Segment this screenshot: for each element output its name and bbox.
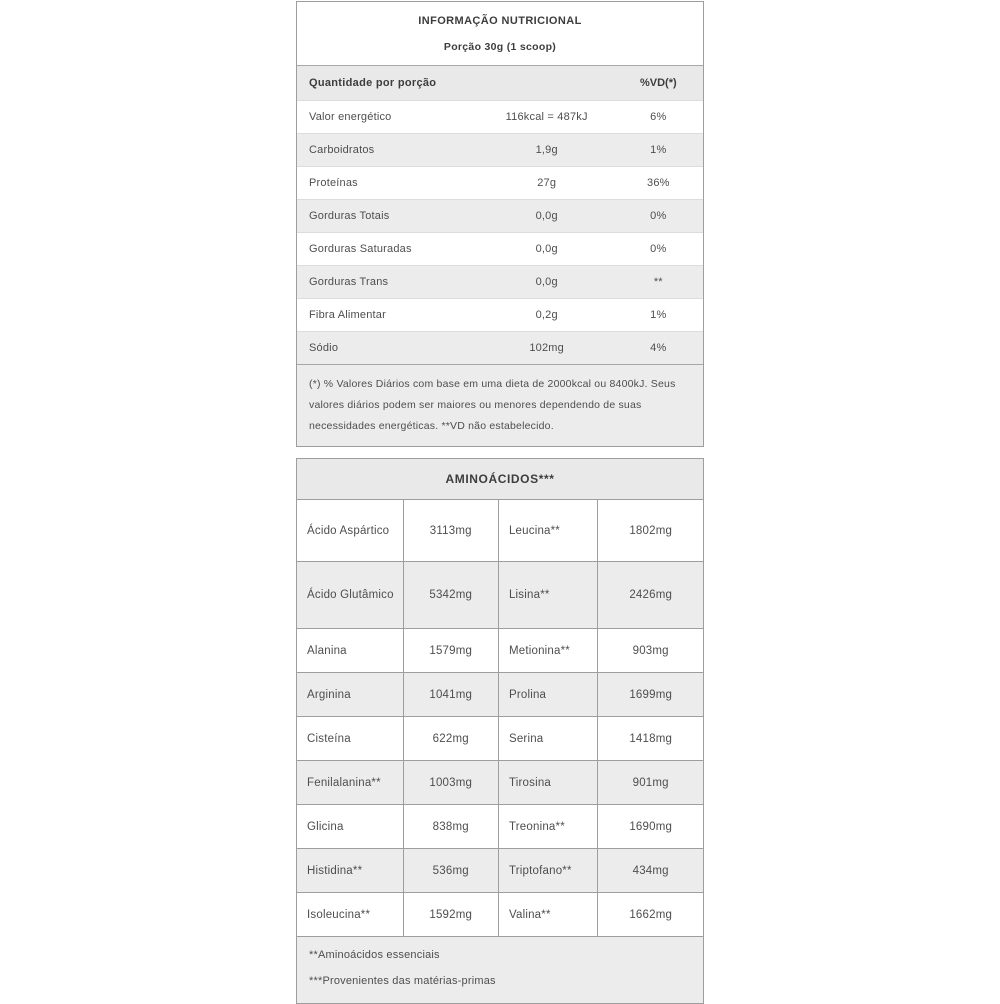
amino-name: Serina: [498, 717, 597, 760]
amino-value: 1802mg: [597, 500, 703, 561]
amino-name: Alanina: [307, 644, 347, 657]
amino-value: 1041mg: [403, 673, 498, 716]
nutrient-label: Fibra Alimentar: [309, 309, 386, 321]
amino-row: [297, 848, 703, 892]
amino-name: Metionina**: [498, 629, 597, 672]
nutrient-dv: 1%: [650, 144, 667, 156]
amino-row: [297, 561, 703, 628]
nutrition-row-sodium: [297, 331, 703, 364]
amino-row: [297, 672, 703, 716]
raw-material-footnote: ***Provenientes das matérias-primas: [309, 975, 496, 987]
amino-row: [297, 716, 703, 760]
nutrient-label: Carboidratos: [309, 144, 375, 156]
amino-value: 838mg: [403, 805, 498, 848]
nutrition-title-block: [297, 2, 703, 65]
nutrition-label-sheet: [296, 1, 704, 1004]
amino-value: 1579mg: [403, 629, 498, 672]
nutrition-row-protein: [297, 166, 703, 199]
amino-name: Fenilalanina**: [307, 776, 381, 789]
amino-row: [297, 628, 703, 672]
amino-acids-title: AMINOÁCIDOS***: [297, 459, 703, 499]
nutrient-dv: 6%: [650, 111, 667, 123]
amino-value: 622mg: [403, 717, 498, 760]
daily-value-header: %VD(*): [640, 77, 677, 89]
nutrient-dv: 36%: [647, 177, 670, 189]
nutrient-label: Gorduras Totais: [309, 210, 390, 222]
nutrient-dv: 4%: [650, 342, 667, 354]
amino-name: Arginina: [307, 688, 351, 701]
amino-name: Cisteína: [307, 732, 351, 745]
amino-name: Histidina**: [307, 864, 363, 877]
nutrient-dv: 0%: [650, 210, 667, 222]
quantity-per-serving-header: Quantidade por porção: [309, 77, 437, 89]
amino-name: Treonina**: [498, 805, 597, 848]
nutrition-row-carbs: [297, 133, 703, 166]
amino-value: 536mg: [403, 849, 498, 892]
amino-name: Glicina: [307, 820, 344, 833]
amino-value: 1662mg: [597, 893, 703, 936]
nutrient-label: Valor energético: [309, 111, 392, 123]
amino-value: 1690mg: [597, 805, 703, 848]
amino-name: Ácido Aspártico: [307, 524, 390, 537]
nutrition-title: INFORMAÇÃO NUTRICIONAL: [418, 15, 582, 27]
daily-values-footnote: (*) % Valores Diários com base em uma dieta de 2000kcal ou 8400kJ. Seus valores diários podem ser maiores ou menores dependendo de suas necessidades energéticas. **VD não estabelecido.: [297, 364, 703, 446]
amino-acids-panel: [296, 458, 704, 1004]
nutrient-amount: 0,0g: [535, 210, 558, 222]
nutrient-label: Proteínas: [309, 177, 358, 189]
nutrition-row-trans-fat: [297, 265, 703, 298]
amino-row: [297, 804, 703, 848]
nutrition-row-sat-fat: [297, 232, 703, 265]
nutrient-amount: 0,0g: [535, 276, 558, 288]
amino-row: [297, 499, 703, 561]
nutrition-row-fiber: [297, 298, 703, 331]
nutrient-label: Gorduras Saturadas: [309, 243, 412, 255]
nutrient-amount: 27g: [537, 177, 557, 189]
panel-gap: [296, 447, 704, 458]
amino-name: Isoleucina**: [307, 908, 371, 921]
amino-value: 1592mg: [403, 893, 498, 936]
amino-footnotes: [297, 936, 703, 1003]
amino-value: 2426mg: [597, 562, 703, 628]
nutrient-label: Gorduras Trans: [309, 276, 389, 288]
amino-name: Lisina**: [498, 562, 597, 628]
nutrient-amount: 0,2g: [535, 309, 558, 321]
nutrient-amount: 116kcal = 487kJ: [505, 111, 588, 123]
essential-amino-footnote: **Aminoácidos essenciais: [309, 949, 440, 961]
amino-value: 1699mg: [597, 673, 703, 716]
nutrition-table-header: [297, 65, 703, 100]
nutrient-dv: 1%: [650, 309, 667, 321]
serving-size: Porção 30g (1 scoop): [443, 41, 557, 53]
amino-name: Triptofano**: [498, 849, 597, 892]
amino-row: [297, 892, 703, 936]
amino-name: Ácido Glutâmico: [307, 589, 394, 601]
amino-value: 1003mg: [403, 761, 498, 804]
amino-value: 5342mg: [403, 562, 498, 628]
amino-value: 1418mg: [597, 717, 703, 760]
amino-name: Prolina: [498, 673, 597, 716]
nutrient-amount: 102mg: [529, 342, 564, 354]
amino-value: 434mg: [597, 849, 703, 892]
amino-value: 903mg: [597, 629, 703, 672]
amino-row: [297, 760, 703, 804]
amino-value: 3113mg: [403, 500, 498, 561]
nutrient-dv: **: [653, 276, 663, 288]
nutrient-amount: 1,9g: [535, 144, 558, 156]
nutrient-amount: 0,0g: [535, 243, 558, 255]
amino-value: 901mg: [597, 761, 703, 804]
nutrient-label: Sódio: [309, 342, 339, 354]
nutrition-row-energy: [297, 100, 703, 133]
nutrition-facts-panel: [296, 1, 704, 447]
amino-name: Tirosina: [498, 761, 597, 804]
nutrition-row-total-fat: [297, 199, 703, 232]
nutrient-dv: 0%: [650, 243, 667, 255]
amino-name: Valina**: [498, 893, 597, 936]
amino-name: Leucina**: [498, 500, 597, 561]
